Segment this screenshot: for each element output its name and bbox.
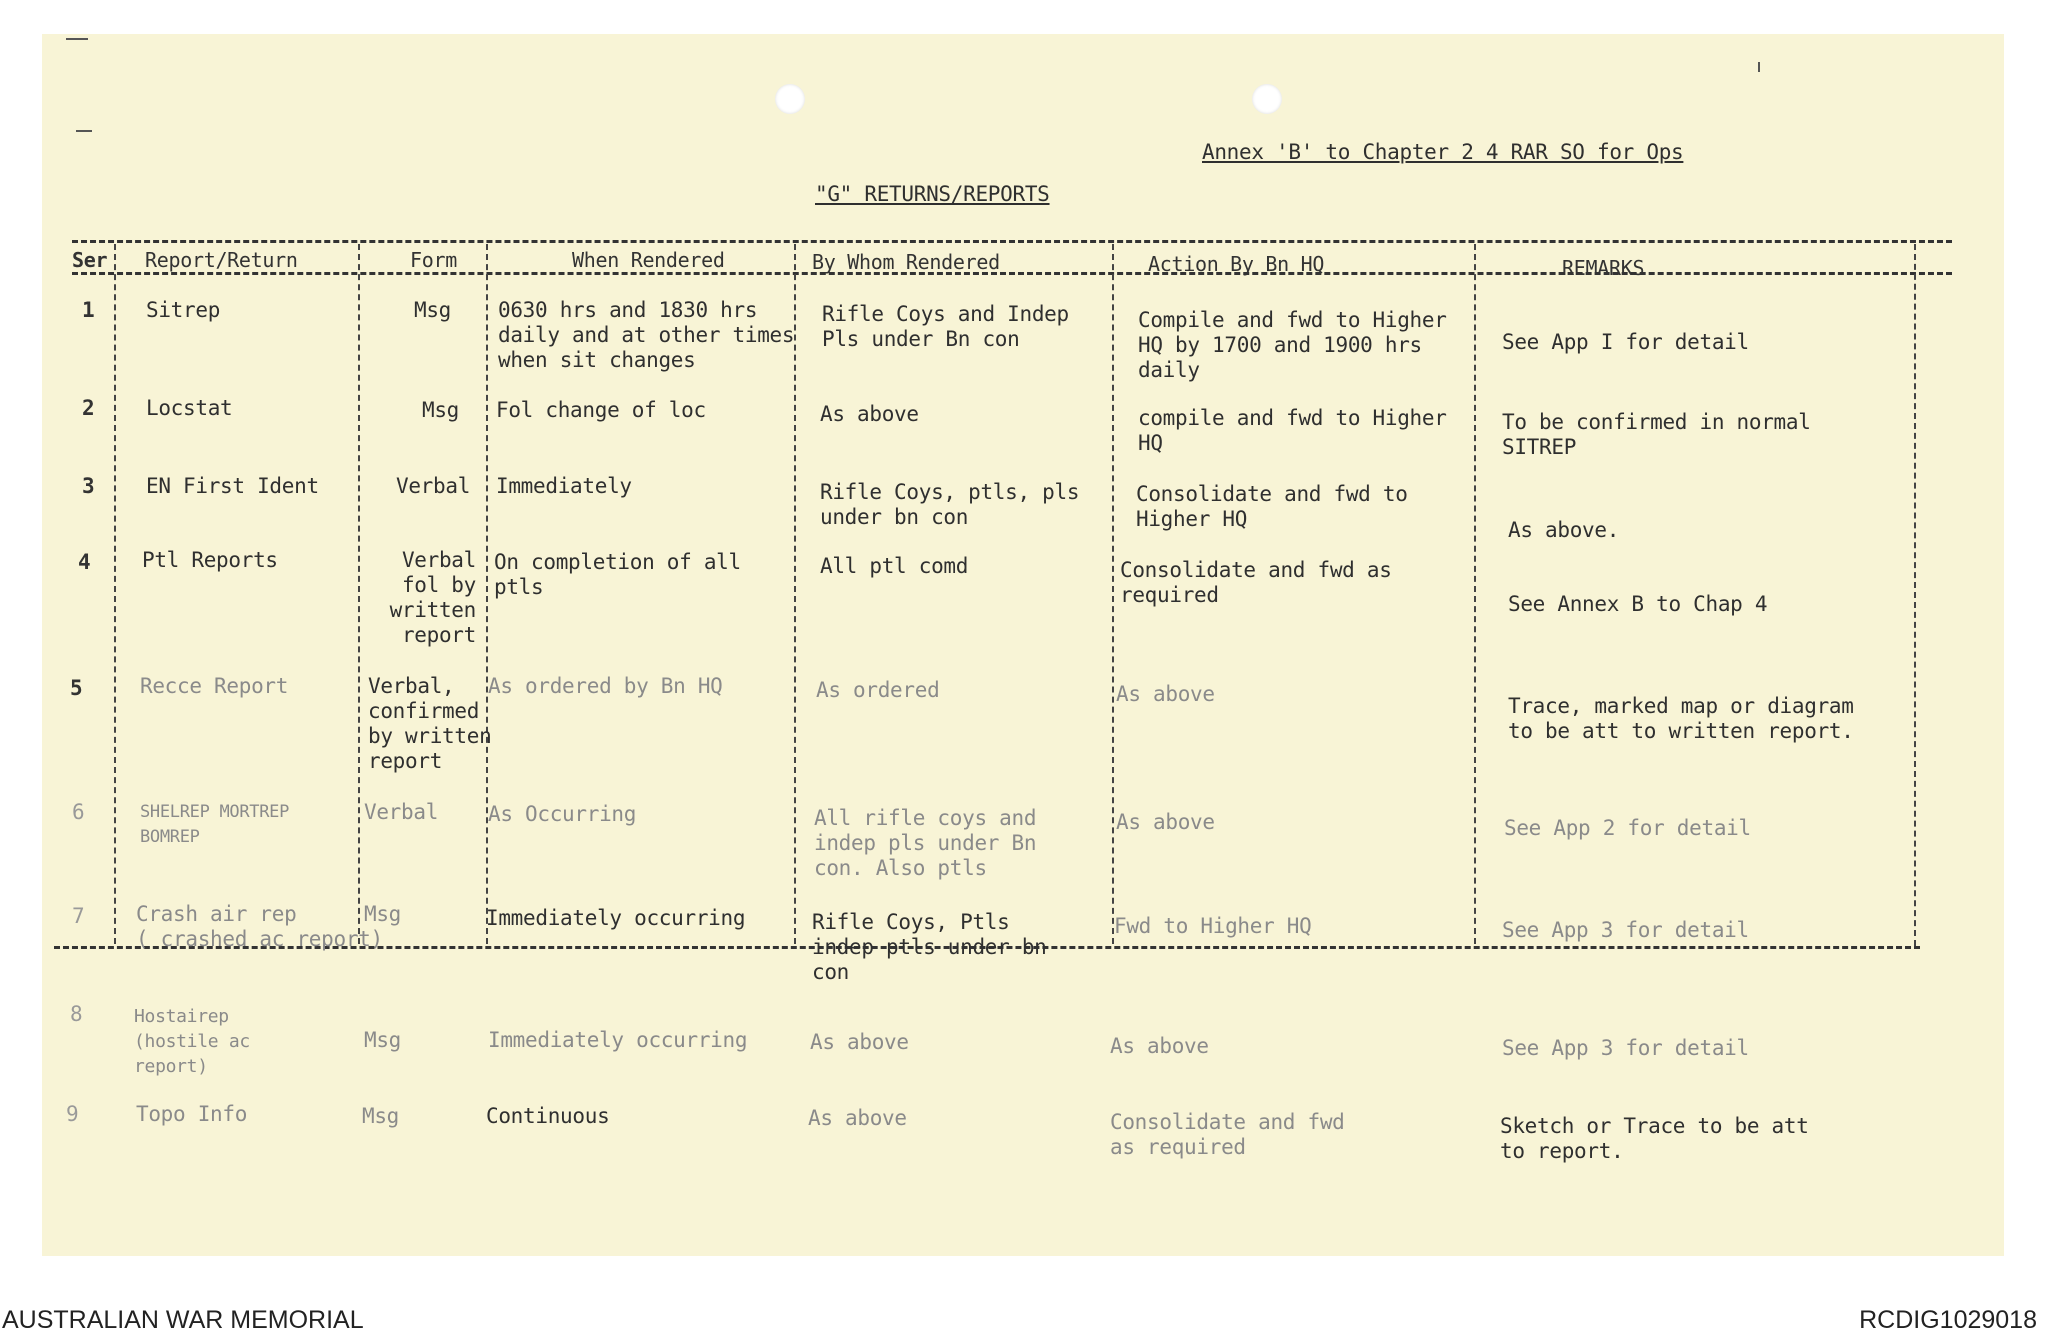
table-cell-report: EN First Ident [146,474,319,498]
table-cell-report: Locstat [146,396,233,420]
table-cell-report: Topo Info [136,1102,248,1126]
table-cell-by-whom: As above [808,1106,907,1130]
table-cell-remarks: See App 3 for detail [1502,918,1749,942]
table-cell-when: As Occurring [488,802,637,826]
table-cell-action: As above [1110,1034,1209,1058]
table-cell-remarks: Trace, marked map or diagram to be att to written report. [1508,694,1854,743]
row-number: 7 [72,904,85,928]
table-top-rule [72,240,1952,243]
table-cell-when: Immediately occurring [488,1028,748,1052]
table-cell-by-whom: As above [810,1030,909,1054]
table-cell-by-whom: As ordered [816,678,940,702]
table-cell-form: Msg [364,1028,402,1052]
table-cell-form: Msg [414,298,452,322]
table-cell-action: compile and fwd to Higher HQ [1138,406,1447,455]
row-number: 8 [70,1002,83,1026]
table-cell-remarks: See App I for detail [1502,330,1749,354]
column-divider [1474,244,1476,944]
table-cell-report: Crash air rep ( crashed ac report) [136,902,383,951]
table-cell-by-whom: As above [820,402,919,426]
stray-mark [66,38,88,40]
archive-footer [0,1298,2047,1338]
table-cell-report: Recce Report [140,674,289,698]
stray-mark [76,130,92,132]
table-cell-by-whom: Rifle Coys, Ptls indep ptls under bn con [812,910,1047,984]
table-cell-remarks: Sketch or Trace to be att to report. [1500,1114,1809,1163]
column-header-ser: Ser [72,248,108,272]
table-cell-form: Verbal [396,474,471,498]
column-header-when: When Rendered [572,248,725,272]
stray-mark [1758,62,1760,72]
table-cell-by-whom: Rifle Coys, ptls, pls under bn con [820,480,1080,529]
column-header-form: Form [410,248,457,272]
table-cell-remarks: See App 2 for detail [1504,816,1751,840]
table-cell-when: 0630 hrs and 1830 hrs daily and at other times when sit changes [498,298,795,372]
table-cell-remarks: As above. [1508,518,1620,542]
table-cell-when: Immediately [496,474,632,498]
table-cell-when: As ordered by Bn HQ [488,674,723,698]
table-cell-form: Verbal [364,800,439,824]
column-header-remarks: REMARKS [1562,256,1645,280]
table-cell-form: Msg [422,398,460,422]
table-cell-action: Consolidate and fwd as required [1110,1110,1345,1159]
table-cell-by-whom: Rifle Coys and Indep Pls under Bn con [822,302,1069,351]
table-cell-action: Consolidate and fwd as required [1120,558,1392,607]
table-cell-action: As above [1116,682,1215,706]
row-number: 4 [78,550,91,574]
column-divider [358,244,360,944]
table-cell-when: On completion of all ptls [494,550,741,599]
table-cell-action: As above [1116,810,1215,834]
table-cell-report: Sitrep [146,298,221,322]
document-id: RCDIG1029018 [1859,1306,2037,1334]
punch-hole-left [775,84,805,114]
column-header-report: Report/Return [145,248,298,272]
row-number: 2 [82,396,95,420]
column-header-by-whom: By Whom Rendered [812,250,1000,274]
punch-hole-right [1252,84,1282,114]
row-number: 3 [82,474,95,498]
table-cell-remarks: To be confirmed in normal SITREP [1502,410,1811,459]
table-cell-remarks: See App 3 for detail [1502,1036,1749,1060]
row-number: 1 [82,298,95,322]
table-cell-form: Msg [364,902,402,926]
header-bottom-rule [72,272,1952,275]
table-cell-form: Verbal fol by written report [389,548,476,647]
table-cell-when: Immediately occurring [486,906,746,930]
table-cell-report: SHELREP MORTREP BOMREP [140,802,290,847]
row-number: 9 [66,1102,79,1126]
column-divider [114,244,116,944]
column-header-action: Action By Bn HQ [1148,252,1325,276]
column-divider [1112,244,1114,944]
table-cell-action: Compile and fwd to Higher HQ by 1700 and 1900 hrs daily [1138,308,1447,382]
table-cell-action: Fwd to Higher HQ [1114,914,1312,938]
column-divider [1914,244,1916,946]
table-cell-form: Verbal, confirmed by written report [368,674,492,773]
main-title: "G" RETURNS/REPORTS [815,182,1050,206]
table-cell-report: Hostairep (hostile ac report) [134,1006,250,1077]
document-page [42,34,2004,1256]
table-cell-remarks: See Annex B to Chap 4 [1508,592,1768,616]
table-cell-action: Consolidate and fwd to Higher HQ [1136,482,1408,531]
column-divider [794,244,796,944]
row-number: 5 [70,676,83,700]
table-cell-when: Continuous [486,1104,610,1128]
table-cell-form: Msg [362,1104,400,1128]
row-number: 6 [72,800,85,824]
table-cell-by-whom: All rifle coys and indep pls under Bn con. Also ptls [814,806,1037,880]
table-cell-report: Ptl Reports [142,548,278,572]
table-cell-when: Fol change of loc [496,398,706,422]
archive-name: AUSTRALIAN WAR MEMORIAL [2,1306,364,1334]
table-cell-by-whom: All ptl comd [820,554,969,578]
annex-title: Annex 'B' to Chapter 2 4 RAR SO for Ops [1202,140,1684,164]
column-divider [486,244,488,944]
